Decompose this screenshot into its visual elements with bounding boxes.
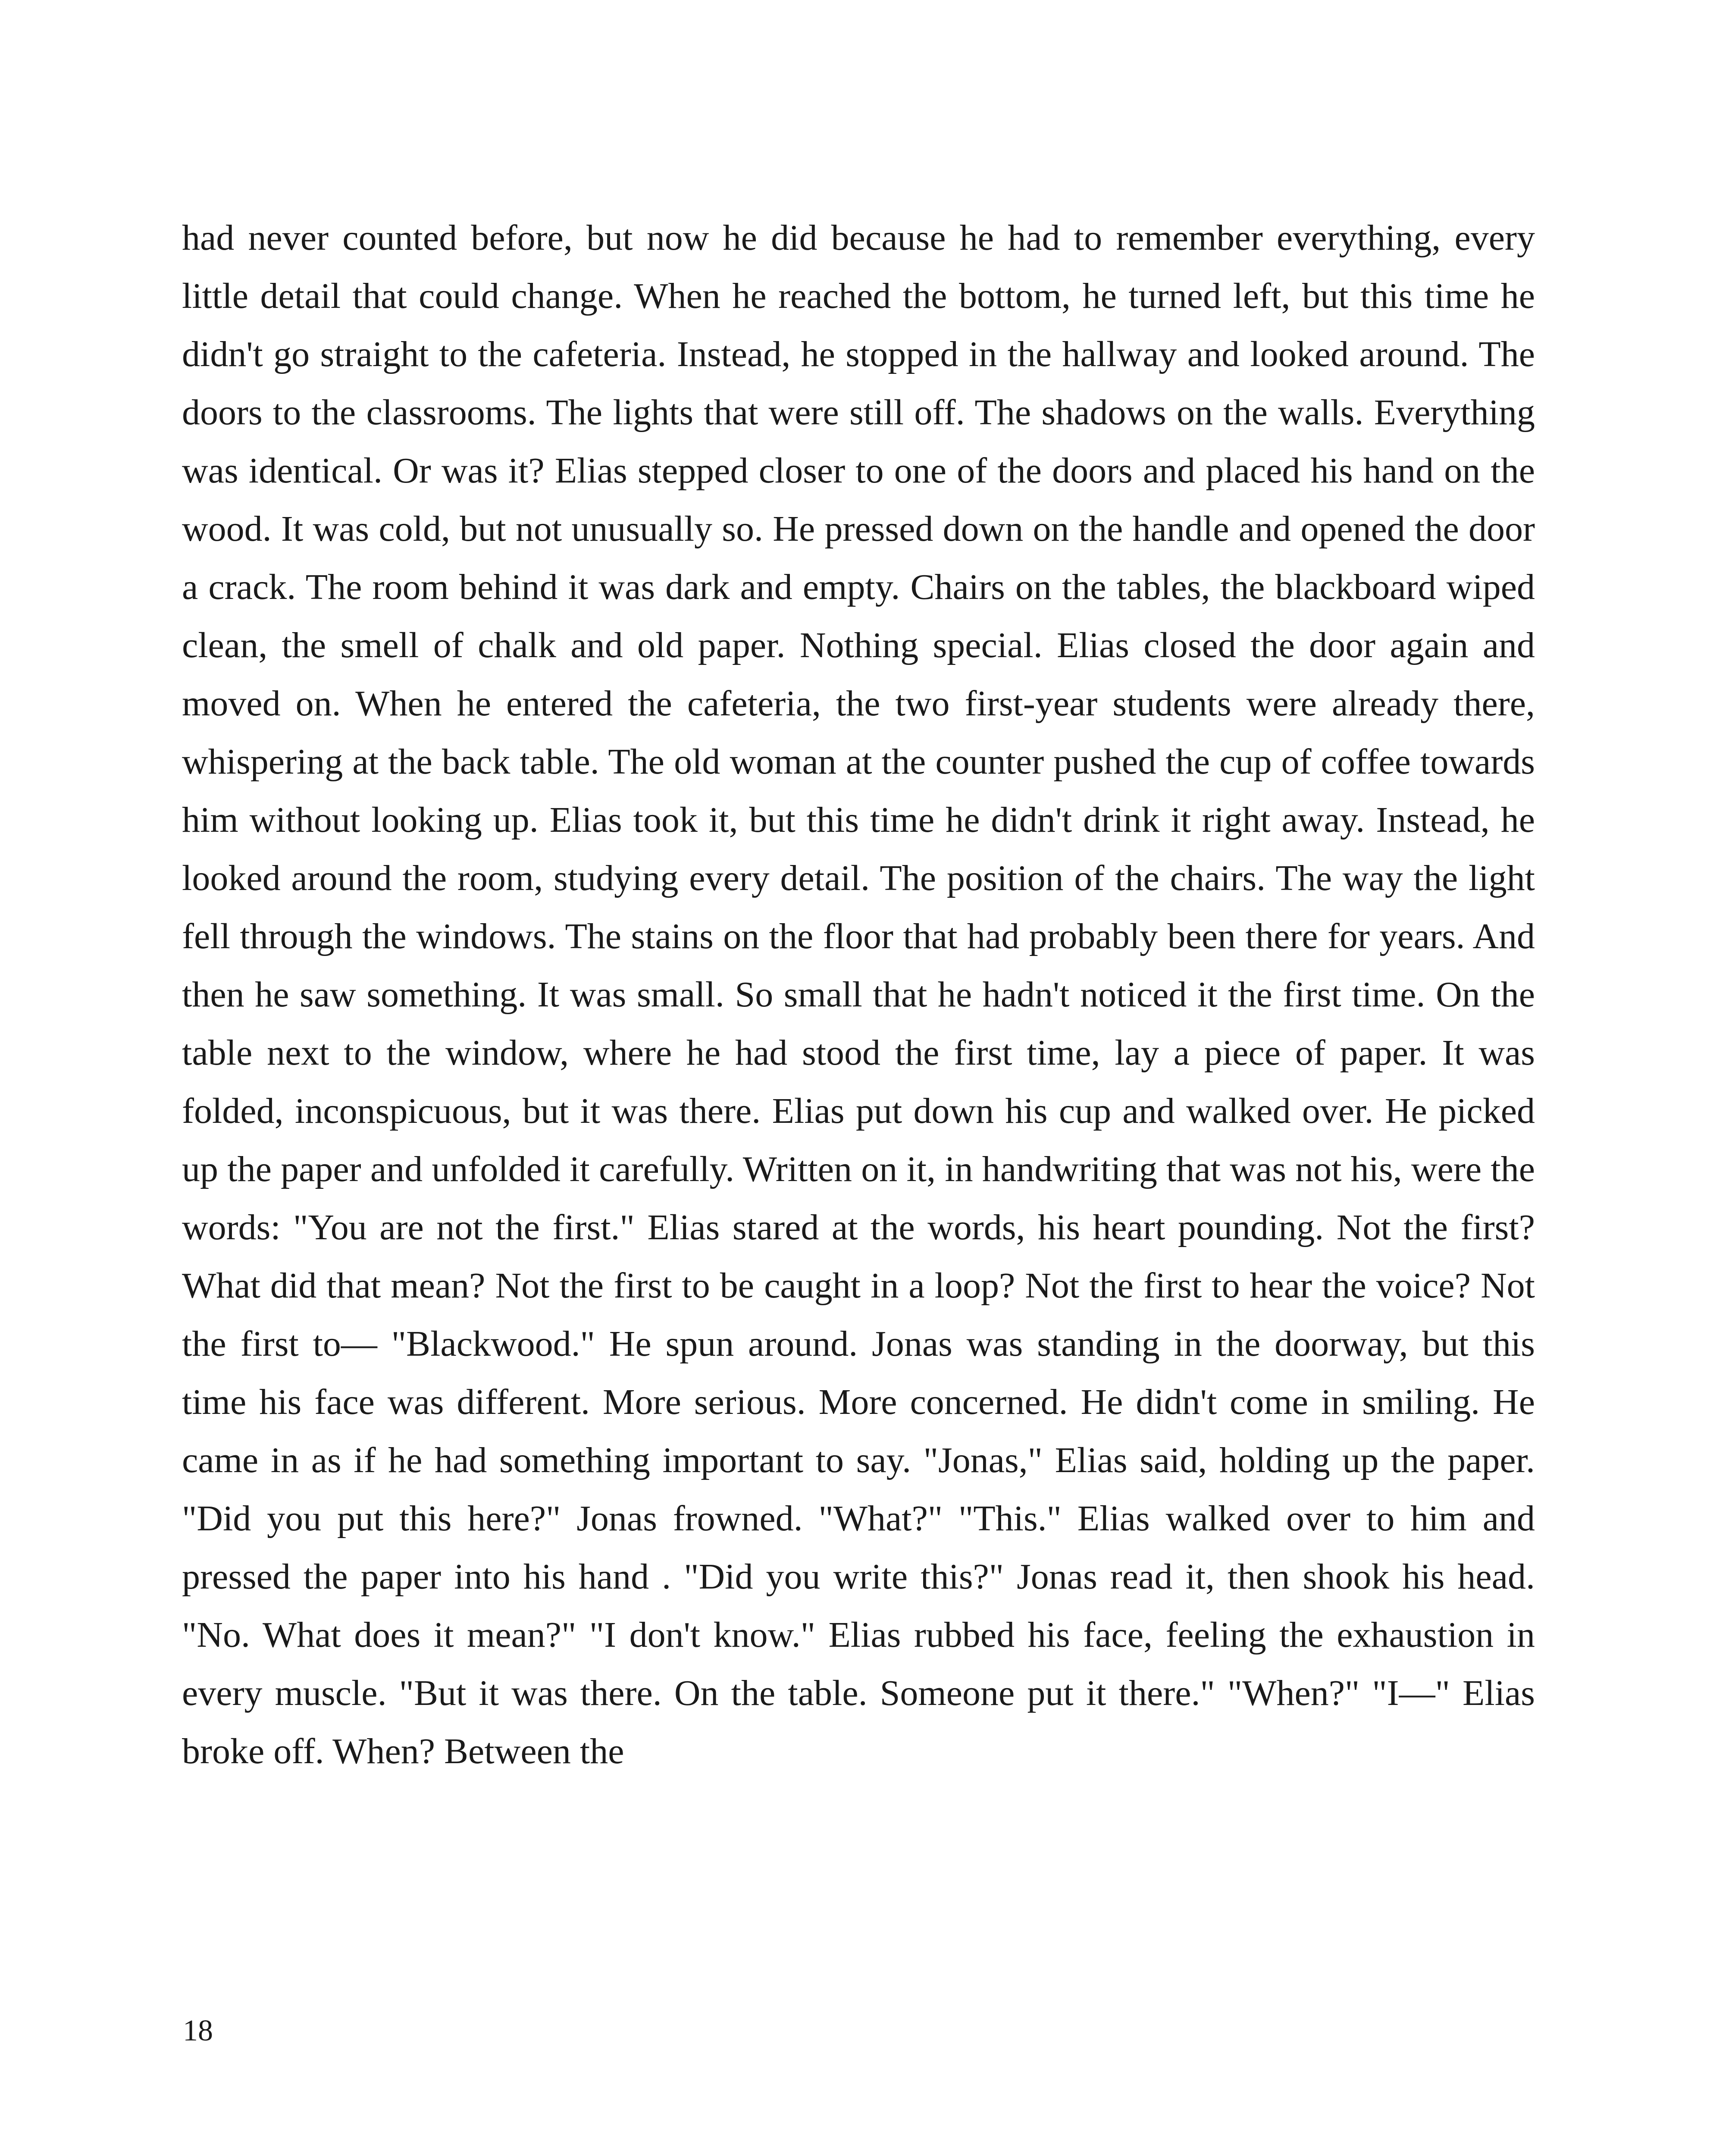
page-number: 18	[183, 2014, 213, 2047]
body-paragraph: had never counted before, but now he did because he had to remember everything, every little detail that could change. When he reached the bottom, he turned left, but this time he didn't go straight to the cafeteria. Instead, he stopped in the hallway and looked around. The doors to the classrooms. The lights that were still off. The shadows on the walls. Everything was identical. Or was it? Elias stepped closer to one of the doors and placed his hand on the wood. It was cold, but not unusually so. He pressed down on the handle and opened the door a crack. The room behind it was dark and empty. Chairs on the tables, the blackboard wiped clean, the smell of chalk and old paper. Nothing special. Elias closed the door again and moved on. When he entered the cafeteria, the two first-year students were already there, whispering at the back table. The old woman at the counter pushed the cup of coffee towards him without looking up. Elias took it, but this time he didn't drink it right away. Instead, he looked around the room, studying every detail. The position of the chairs. The way the light fell through the windows. The stains on the floor that had probably been there for years. And then he saw something. It was small. So small that he hadn't noticed it the first time. On the table next to the window, where he had stood the first time, lay a piece of paper. It was folded, inconspicuous, but it was there. Elias put down his cup and walked over. He picked up the paper and unfolded it carefully. Written on it, in handwriting that was not his, were the words: "You are not the first." Elias stared at the words, his heart pounding. Not the first? What did that mean? Not the first to be caught in a loop? Not the first to hear the voice? Not the first to— "Blackwood." He spun around. Jonas was standing in the doorway, but this time his face was different. More serious. More concerned. He didn't come in smiling. He came in as if he had something important to say. "Jonas," Elias said, holding up the paper. "Did you put this here?" Jonas frowned. "What?" "This." Elias walked over to him and pressed the paper into his hand . "Did you write this?" Jonas read it, then shook his head. "No. What does it mean?" "I don't know." Elias rubbed his face, feeling the exhaustion in every muscle. "But it was there. On the table. Someone put it there." "When?" "I—" Elias broke off. When? Between the	[182, 218, 1535, 1771]
